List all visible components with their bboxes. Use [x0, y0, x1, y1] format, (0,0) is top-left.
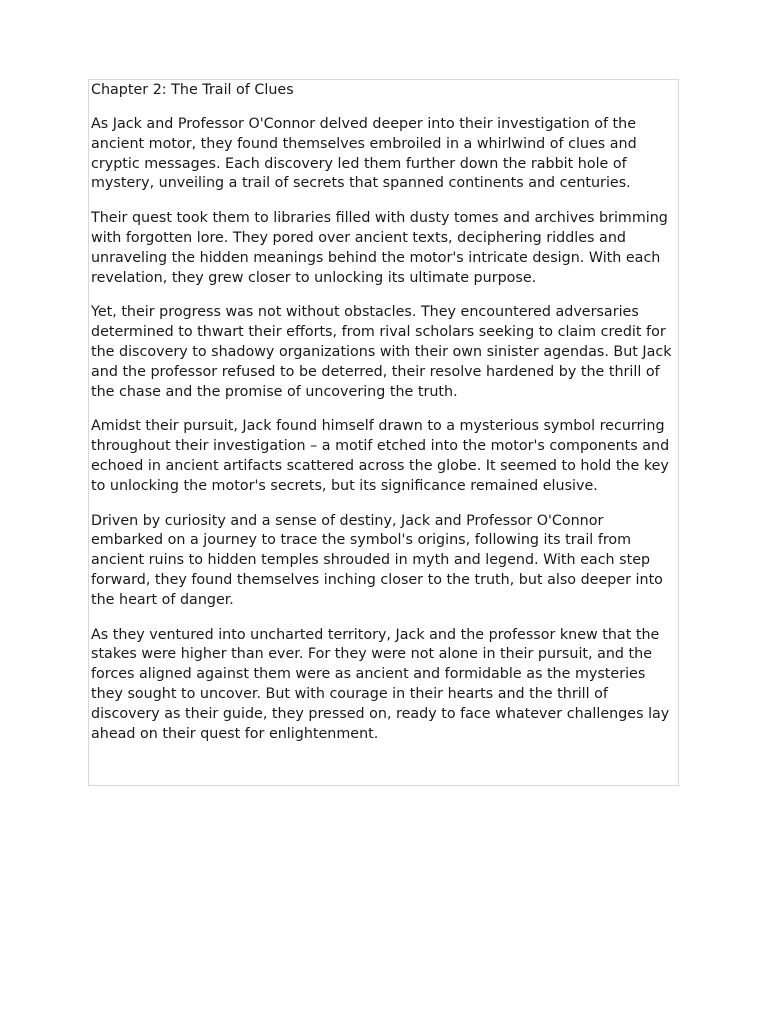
paragraph-5: Driven by curiosity and a sense of destiny, Jack and Professor O'Connor embarked on a journey to trace the symbol's origins, following its trail from ancient ruins to hidden temples shrouded in myth and legend. With each step forward, they found themselves inching closer to the truth, but also deeper into the heart of danger. [91, 512, 663, 608]
text-frame [88, 79, 679, 786]
paragraph-4: Amidst their pursuit, Jack found himself drawn to a mysterious symbol recurring throughout their investigation – a motif etched into the motor's components and echoed in ancient artifacts scattered across the globe. It seemed to hold the key to unlocking the motor's secrets, but its significance remained elusive. [91, 418, 670, 494]
chapter-heading: Chapter 2: The Trail of Clues [91, 82, 294, 98]
paragraph-1: As Jack and Professor O'Connor delved deeper into their investigation of the ancient motor, they found themselves embroiled in a whirlwind of clues and cryptic messages. Each discovery led them further down the rabbit hole of mystery, unveiling a trail of secrets that spanned continents and centuries. [91, 116, 637, 192]
paragraph-2: Their quest took them to libraries filled with dusty tomes and archives brimming with forgotten lore. They pored over ancient texts, deciphering riddles and unraveling the hidden meanings behind the motor's intricate design. With each revelation, they grew closer to unlocking its ultimate purpose. [91, 210, 668, 286]
paragraph-6: As they ventured into uncharted territory, Jack and the professor knew that the stakes were higher than ever. For they were not alone in their pursuit, and the forces aligned against them were as ancient and formidable as the mysteries they sought to uncover. But with courage in their hearts and the thrill of discovery as their guide, they pressed on, ready to face whatever challenges lay ahead on their quest for enlightenment. [91, 626, 670, 742]
paragraph-3: Yet, their progress was not without obstacles. They encountered adversaries determined to thwart their efforts, from rival scholars seeking to claim credit for the discovery to shadowy organizations with their own sinister agendas. But Jack and the professor refused to be deterred, their resolve hardened by the thrill of the chase and the promise of uncovering the truth. [91, 304, 672, 400]
